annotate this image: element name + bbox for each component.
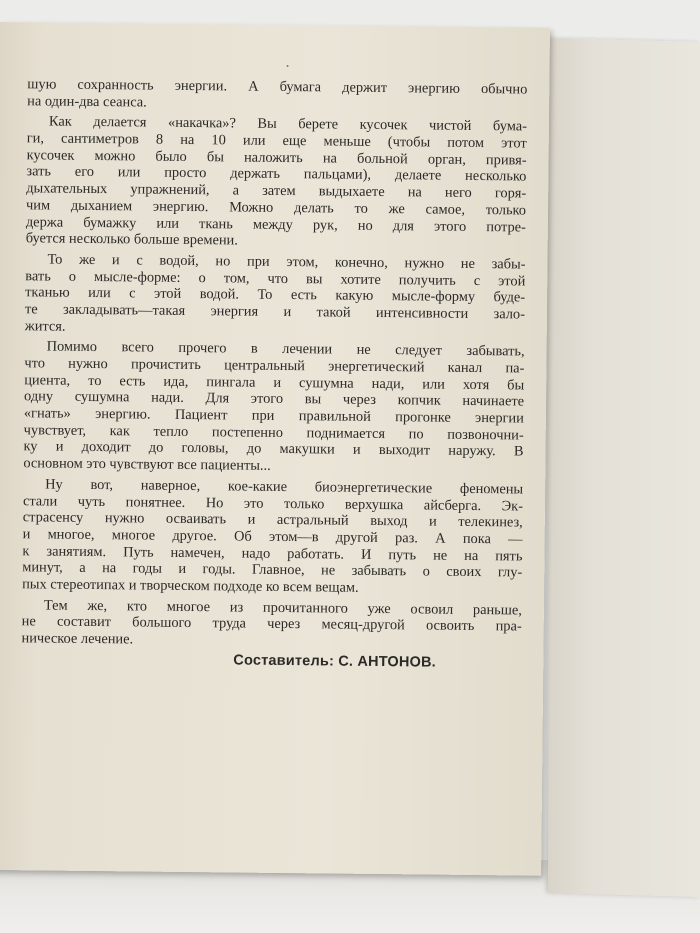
text-line: зать его или просто держать пальцами), делаете несколько: [26, 163, 527, 185]
text-line: кусочек можно было бы наложить на больной орган, привя-: [26, 147, 527, 169]
text-line: те закладывать—такая энергия и такой интенсивности зало-: [24, 301, 526, 323]
text-line: держа бумажку или ткань между рук, но для этого потре-: [25, 213, 526, 236]
text-line: тканью или с этой водой. То есть какую мысле-форму буде-: [25, 284, 526, 306]
text-line: ги, сантиметров 8 на 10 или еще меньше (чтобы потом этот: [26, 130, 527, 152]
text-line: не составит большого труда через месяц-другой освоить пра-: [21, 613, 522, 635]
text-line: минут, а на годы и годы. Главное, не забывать о своих глу-: [22, 559, 523, 581]
author-signature: Составитель: С. АНТОНОВ.: [233, 652, 437, 671]
paragraph: [23, 339, 524, 478]
text-line: чим дыханием энергию. Можно делать то же самое, только: [26, 197, 527, 219]
paragraph: [22, 476, 523, 598]
paragraph: [27, 76, 527, 115]
text-line: и многое, многое другое. Об этом—в другой раз. А пока —: [22, 526, 523, 548]
text-line: ническое лечение.: [21, 630, 134, 648]
print-speck: [287, 65, 289, 67]
text-line: «гнать» энергию. Пациент при правильной прогонке энергии: [23, 405, 524, 427]
text-line: Помимо всего прочего в лечении не следует забывать,: [46, 338, 525, 360]
text-line: То же и с водой, но при этом, конечно, нужно не забы-: [47, 251, 526, 273]
text-line: циента, то есть ида, пингала и сушумна нади, или хотя бы: [24, 371, 525, 394]
text-line: ку и доходит до головы, до макушки и выходит наружу. В: [23, 438, 524, 460]
paragraph: [25, 251, 526, 340]
book-page: [0, 22, 550, 876]
text-line: вать о мысле-форме: о том, что вы хотите получить с этой: [25, 267, 526, 290]
text-line: дыхательных упражнений, а затем выдыхаете на него горя-: [26, 180, 527, 202]
text-line: буется несколько больше времени.: [25, 230, 238, 249]
text-line: пых стереотипах и творческом подходе ко всем вещам.: [22, 576, 359, 596]
text-line: что нужно прочистить центральный энергетический канал па-: [24, 355, 525, 377]
text-line: жится.: [24, 317, 66, 335]
facing-page: [548, 38, 700, 897]
text-line: стали чуть понятнее. Но это только верхушка айсберга. Эк-: [22, 492, 524, 515]
text-line: на один-два сеанса.: [27, 92, 147, 111]
text-line: одну сушумна нади. Для этого вы через копчик начинаете: [23, 388, 525, 410]
text-line: Как делается «накачка»? Вы берете кусочек чистой бума-: [48, 113, 528, 135]
text-line: Тем же, кто многое из прочитанного уже освоил раньше,: [43, 597, 522, 619]
text-line: к занятиям. Путь намечен, надо работать. И путь не на пять: [22, 542, 523, 565]
page-text: [21, 76, 527, 652]
text-line: основном это чувствуют все пациенты...: [23, 455, 271, 474]
text-line: шую сохранность энергии. А бумага держит энергию обычно: [27, 76, 528, 98]
text-line: чувствует, как тепло постепенно поднимается по позвоночни-: [23, 422, 524, 444]
text-line: Ну вот, наверное, кое-какие биоэнергетические феномены: [45, 476, 524, 498]
paragraph: [26, 114, 527, 253]
text-line: страсенсу нужно осваивать и астральный выход и телекинез,: [22, 509, 523, 531]
paragraph: [21, 597, 521, 652]
